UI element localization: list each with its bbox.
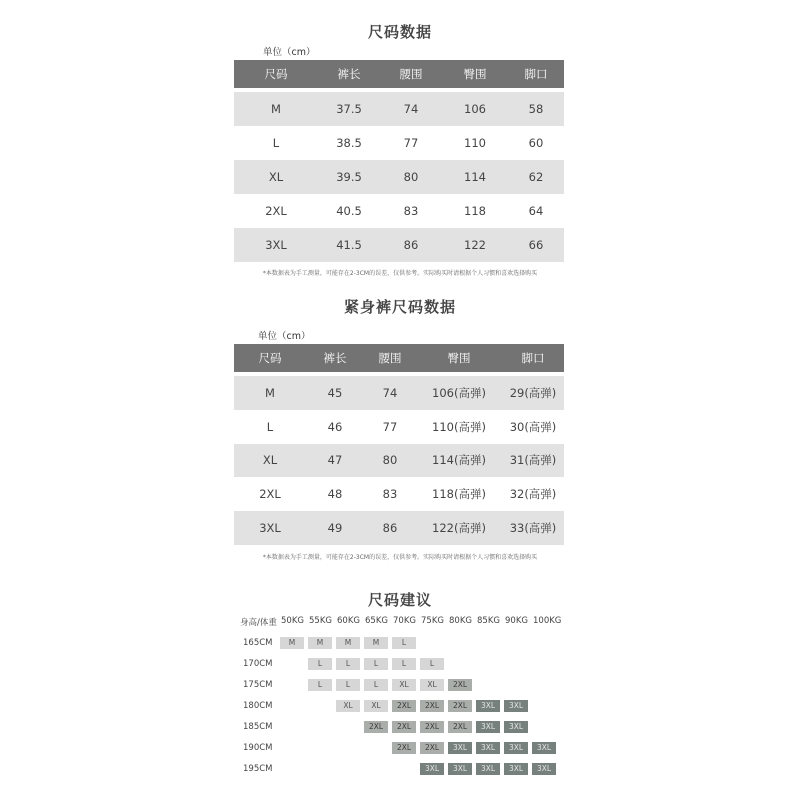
height-label: 195CM (243, 764, 273, 774)
weight-label: 50KG (281, 616, 304, 626)
column-header: 臀围 (447, 351, 471, 365)
tight-pants-size-table (234, 344, 564, 545)
disclaimer-note: *本数据表为手工测量，可能存在2-3CM的误差，仅供参考。实际购买时请根据个人习惯和喜欢选择购买 (262, 270, 538, 277)
table-cell: 46 (327, 419, 343, 434)
table-cell: 33(高弹) (509, 521, 557, 536)
table-cell: 31(高弹) (509, 453, 557, 468)
size-chip: L (392, 637, 416, 649)
weight-label: 55KG (309, 616, 332, 626)
column-header: 尺码 (258, 351, 282, 365)
column-header: 裤长 (337, 67, 361, 81)
table-cell: L (266, 419, 274, 434)
size-chip: 2XL (392, 700, 416, 712)
size-chip: 2XL (364, 721, 388, 733)
table-cell: 38.5 (336, 136, 362, 150)
table-cell: XL (268, 170, 284, 184)
size-chip: 2XL (448, 721, 472, 733)
table-row (234, 511, 564, 545)
table-cell: 60 (528, 136, 544, 150)
weight-label: 65KG (365, 616, 388, 626)
table-cell: 106(高弹) (432, 385, 486, 400)
column-header: 尺码 (264, 67, 288, 81)
table-cell: 40.5 (336, 204, 362, 218)
size-chip: M (336, 637, 360, 649)
height-label: 170CM (243, 659, 273, 669)
table-row (234, 160, 564, 194)
unit-label: 单位（cm） (263, 47, 316, 58)
size-chip: 3XL (504, 763, 528, 775)
size-chip: L (392, 658, 416, 670)
table-row (234, 410, 564, 444)
size-chip: XL (420, 679, 444, 691)
table-cell: 122 (464, 238, 486, 252)
size-chip: L (420, 658, 444, 670)
table-cell: 45 (327, 385, 343, 400)
weight-label: 90KG (505, 616, 528, 626)
size-chip: XL (392, 679, 416, 691)
table-row (234, 376, 564, 410)
table-cell: 2XL (265, 204, 287, 218)
size-chip: M (364, 637, 388, 649)
table-cell: 66 (528, 238, 544, 252)
height-label: 190CM (243, 743, 273, 753)
table-row (234, 92, 564, 126)
size-chip: 3XL (420, 763, 444, 775)
table-cell: M (265, 385, 275, 400)
size-chip: XL (364, 700, 388, 712)
table-cell: 3XL (259, 521, 281, 536)
size-chip: 2XL (392, 721, 416, 733)
table-header-row (234, 60, 564, 88)
size-chip: L (308, 679, 332, 691)
size-chip: M (308, 637, 332, 649)
table-cell: XL (262, 453, 278, 468)
size-chip: 2XL (392, 742, 416, 754)
size-chip: 3XL (476, 742, 500, 754)
table-cell: 114(高弹) (432, 453, 486, 468)
table-cell: 80 (403, 170, 419, 184)
table-cell: 74 (403, 102, 419, 116)
table-cell: 122(高弹) (432, 521, 486, 536)
table-row (234, 444, 564, 478)
table-cell: 48 (327, 487, 343, 502)
table-row (234, 477, 564, 511)
table-cell: 3XL (265, 238, 287, 252)
size-chip: 2XL (448, 700, 472, 712)
weight-label: 85KG (477, 616, 500, 626)
table-cell: 62 (528, 170, 544, 184)
table-cell: 64 (528, 204, 544, 218)
unit-label: 单位（cm） (258, 331, 311, 342)
table-cell: 29(高弹) (509, 385, 557, 400)
table-cell: 86 (382, 521, 398, 536)
size-chip: 3XL (504, 721, 528, 733)
size-chip: XL (336, 700, 360, 712)
size-chip: L (364, 658, 388, 670)
table-header-row (234, 344, 564, 372)
table-row (234, 228, 564, 262)
column-header: 臀围 (463, 67, 487, 81)
size-chip: L (364, 679, 388, 691)
size-chip: L (308, 658, 332, 670)
height-label: 165CM (243, 638, 273, 648)
table-cell: 74 (382, 385, 398, 400)
size-suggestion-title: 尺码建议 (367, 591, 432, 609)
size-chip: 3XL (476, 700, 500, 712)
table-cell: 37.5 (336, 102, 362, 116)
height-weight-label: 身高/体重 (240, 618, 277, 628)
size-chip: 3XL (476, 721, 500, 733)
table-cell: 86 (403, 238, 419, 252)
column-header: 裤长 (323, 351, 347, 365)
size-chip: 2XL (420, 700, 444, 712)
size-chip: 2XL (448, 679, 472, 691)
height-label: 185CM (243, 722, 273, 732)
table-cell: 2XL (259, 487, 281, 502)
height-label: 175CM (243, 680, 273, 690)
table-cell: 77 (382, 419, 398, 434)
size-chip: 3XL (448, 742, 472, 754)
column-header: 腰围 (378, 351, 402, 365)
size-chip: L (336, 679, 360, 691)
table-cell: 83 (382, 487, 398, 502)
size-chip: 3XL (476, 763, 500, 775)
table-cell: 118 (464, 204, 486, 218)
size-chip: M (280, 637, 304, 649)
size-data-title: 尺码数据 (367, 23, 432, 41)
table-cell: 47 (327, 453, 343, 468)
weight-label: 80KG (449, 616, 472, 626)
column-header: 腰围 (399, 67, 423, 81)
table-cell: 58 (528, 102, 544, 116)
size-chip: 3XL (532, 763, 556, 775)
table-cell: 83 (403, 204, 419, 218)
table-row (234, 126, 564, 160)
table-cell: 80 (382, 453, 398, 468)
table-cell: 110 (464, 136, 486, 150)
table-row (234, 194, 564, 228)
height-label: 180CM (243, 701, 273, 711)
size-chip: 3XL (448, 763, 472, 775)
size-data-table (234, 60, 564, 262)
column-header: 脚口 (524, 67, 548, 81)
weight-label: 100KG (533, 616, 562, 626)
size-chip: 3XL (504, 700, 528, 712)
size-chip: 2XL (420, 742, 444, 754)
tight-pants-size-data-title: 紧身裤尺码数据 (343, 298, 456, 316)
table-cell: 49 (327, 521, 343, 536)
weight-label: 75KG (421, 616, 444, 626)
weight-label: 70KG (393, 616, 416, 626)
size-chip: 2XL (420, 721, 444, 733)
table-cell: 118(高弹) (432, 487, 486, 502)
table-cell: 39.5 (336, 170, 362, 184)
disclaimer-note: *本数据表为手工测量，可能存在2-3CM的误差，仅供参考。实际购买时请根据个人习惯和喜欢选择购买 (262, 554, 538, 561)
size-chip: 3XL (504, 742, 528, 754)
size-chip: 3XL (532, 742, 556, 754)
table-cell: L (272, 136, 280, 150)
table-cell: M (271, 102, 281, 116)
table-cell: 114 (464, 170, 486, 184)
table-cell: 77 (403, 136, 419, 150)
table-cell: 30(高弹) (509, 419, 557, 434)
size-chip: L (336, 658, 360, 670)
table-cell: 110(高弹) (432, 419, 486, 434)
table-cell: 32(高弹) (509, 487, 557, 502)
table-cell: 41.5 (336, 238, 362, 252)
weight-label: 60KG (337, 616, 360, 626)
table-cell: 106 (464, 102, 486, 116)
column-header: 脚口 (521, 351, 545, 365)
